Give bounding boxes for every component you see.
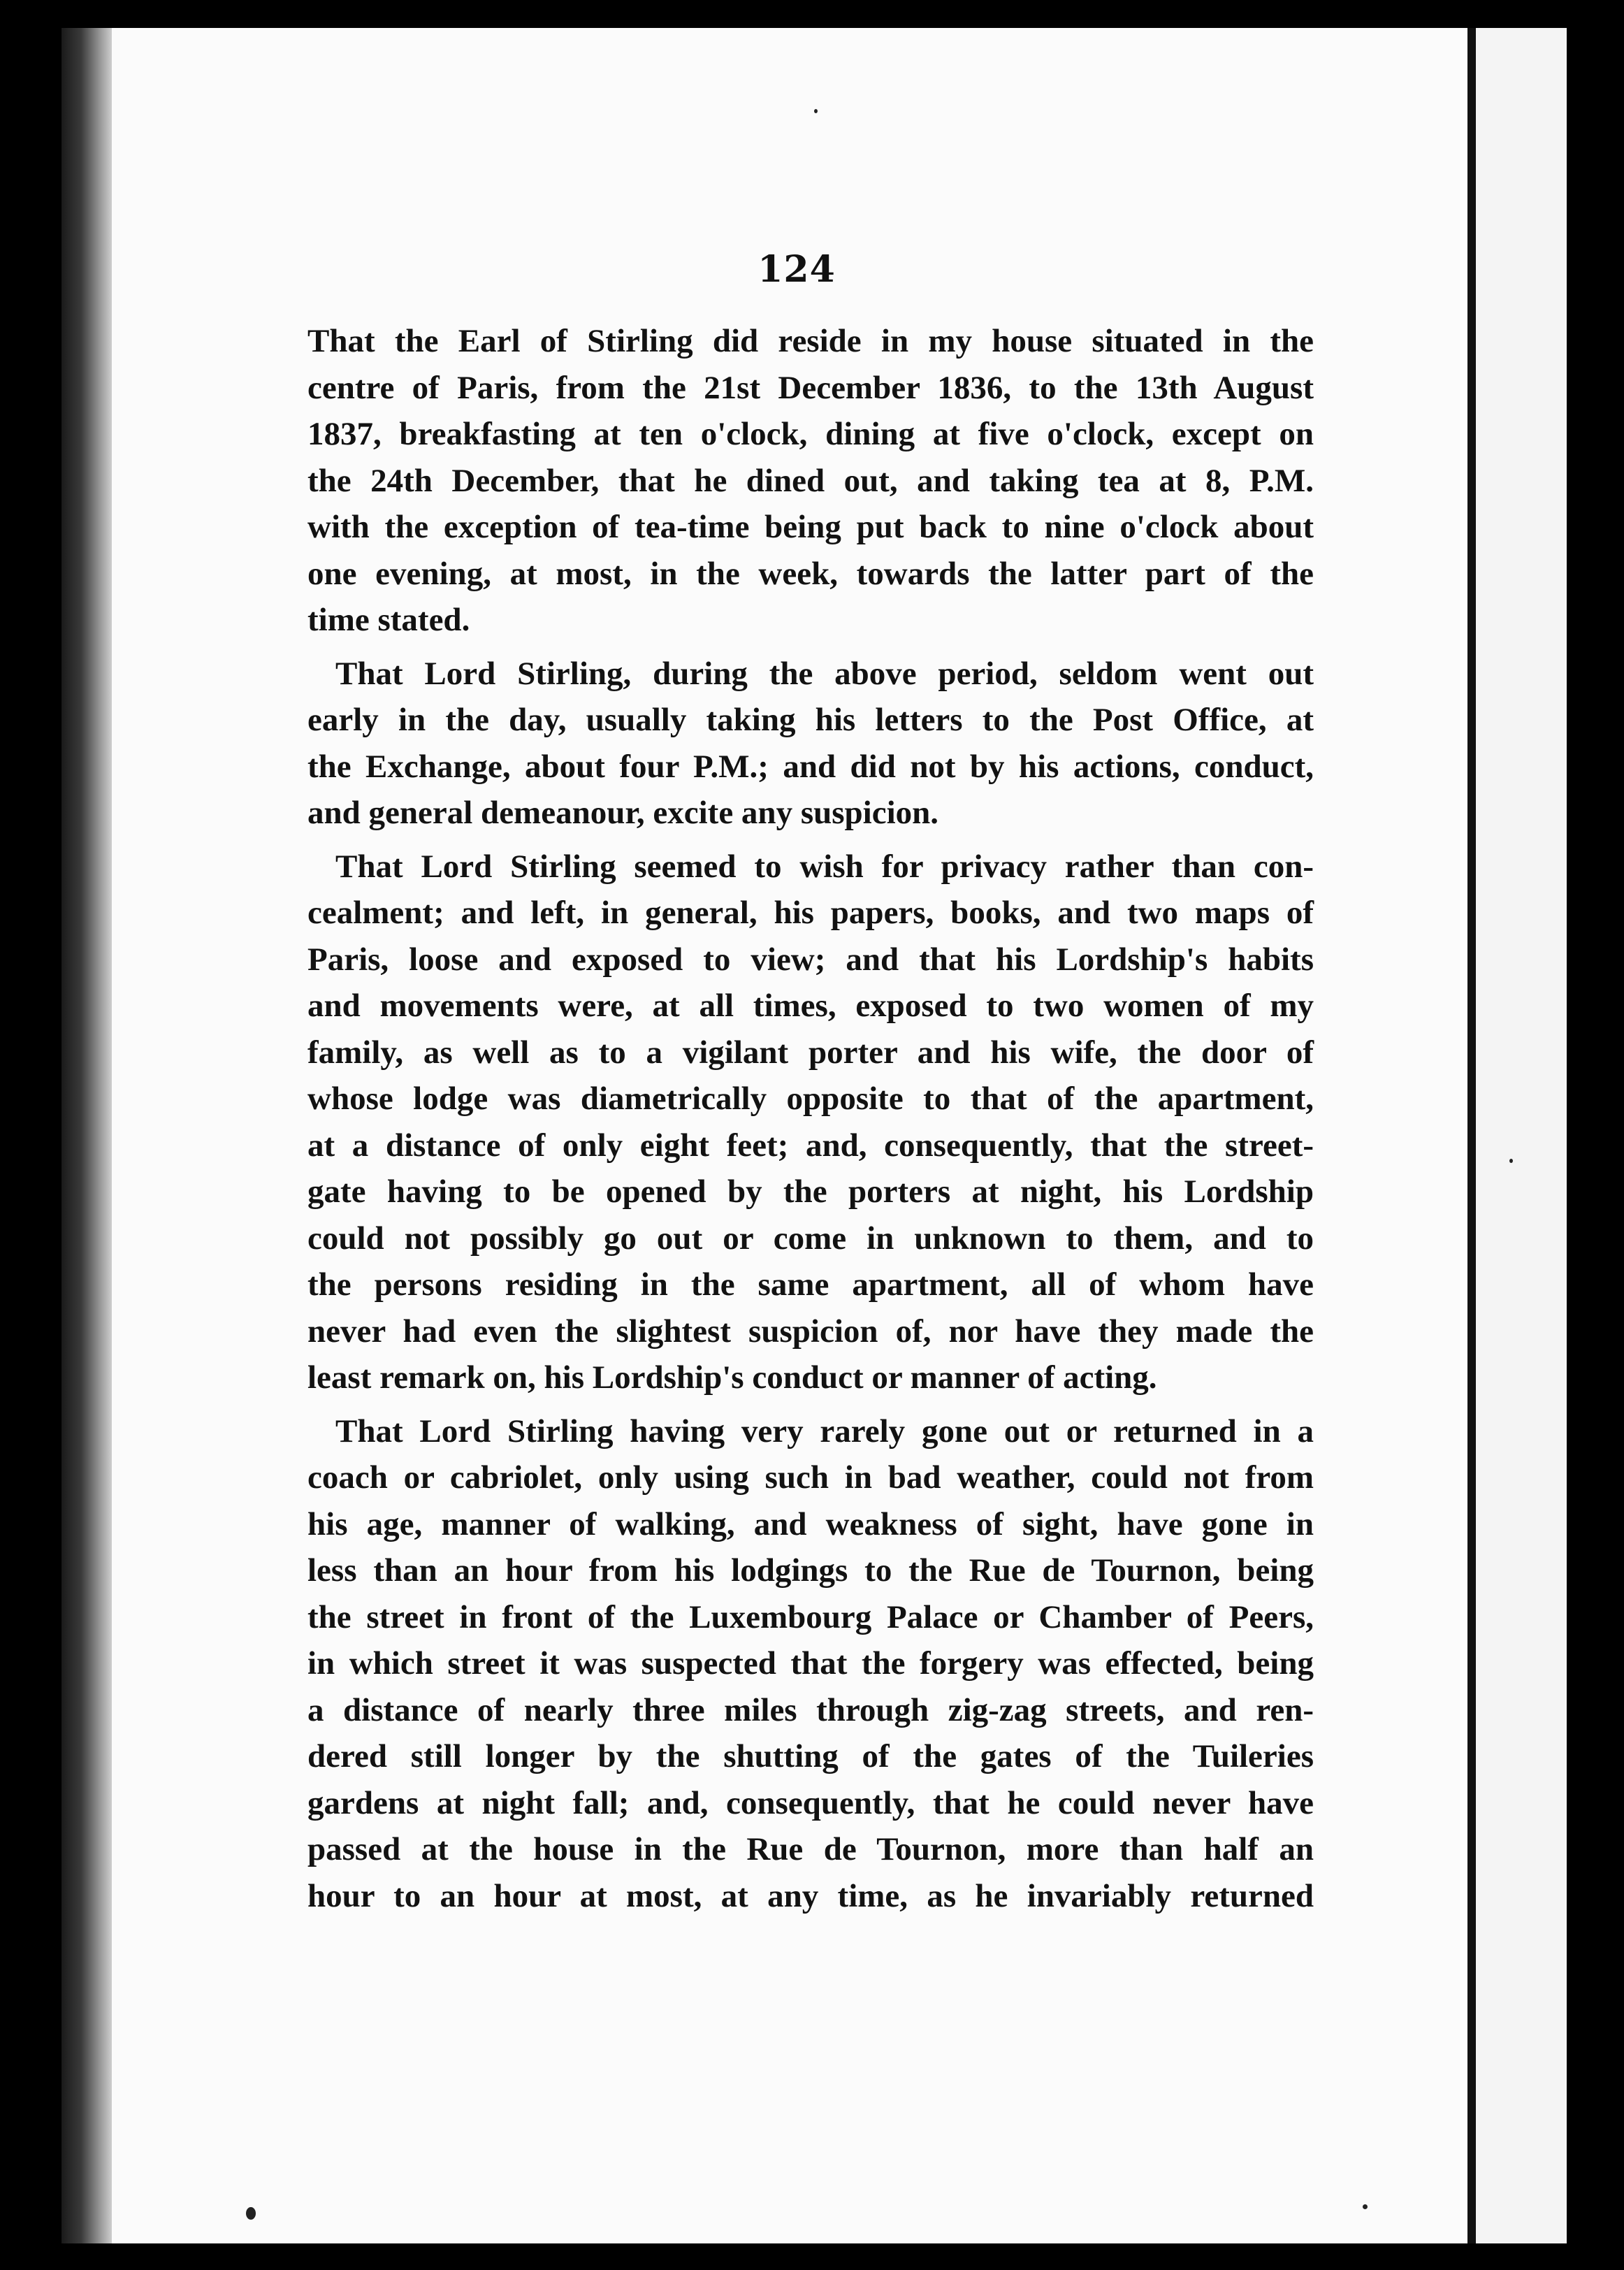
text-line: 1837, breakfasting at ten o'clock, dining at five o'clock, except on [307,416,1314,452]
text-line: centre of Paris, from the 21st December 1836, to the 13th August [307,369,1314,406]
text-line: in which street it was suspected that the forgery was effected, being [307,1645,1314,1682]
text-line: and movements were, at all times, exposed to two women of my [307,988,1314,1024]
body-text [307,318,1314,1919]
page-gutter [1467,28,1476,2243]
paragraph [307,318,1314,644]
text-line: with the exception of tea-time being put back to nine o'clock about [307,509,1314,545]
text-line: That the Earl of Stirling did reside in my house situated in the [307,323,1314,359]
ink-speck [1509,1159,1513,1163]
text-line: hour to an hour at most, at any time, as he invariably returned [307,1877,1314,1914]
text-line: cealment; and left, in general, his papers, books, and two maps of [307,895,1314,931]
text-line: one evening, at most, in the week, towards the latter part of the [307,555,1314,592]
text-line: whose lodge was diametrically opposite to that of the apartment, [307,1080,1314,1117]
text-line: never had even the slightest suspicion of, nor have they made the [307,1313,1314,1350]
text-line: less than an hour from his lodgings to the Rue de Tournon, being [307,1552,1314,1589]
text-line: his age, manner of walking, and weakness of sight, have gone in [307,1505,1314,1542]
ink-speck [814,109,818,113]
text-line: That Lord Stirling seemed to wish for privacy rather than con- [335,848,1314,885]
text-line: family, as well as to a vigilant porter and his wife, the door of [307,1034,1314,1071]
text-line: early in the day, usually taking his letters to the Post Office, at [307,702,1314,738]
text-line: and general demeanour, excite any suspicion. [307,795,939,831]
text-line: at a distance of only eight feet; and, consequently, that the street- [307,1127,1314,1164]
paragraph [307,844,1314,1401]
text-line: a distance of nearly three miles through zig-zag streets, and ren- [307,1691,1314,1728]
text-line: That Lord Stirling having very rarely gone out or returned in a [335,1412,1314,1450]
text-line: the 24th December, that he dined out, and taking tea at 8, P.M. [307,462,1314,499]
text-line: dered still longer by the shutting of the gates of the Tuileries [307,1738,1314,1774]
text-line: gate having to be opened by the porters at night, his Lordship [307,1173,1314,1210]
ink-speck [1363,2204,1368,2209]
text-line: could not possibly go out or come in unknown to them, and to [307,1220,1314,1257]
text-line: least remark on, his Lordship's conduct or manner of acting. [307,1359,1157,1396]
text-line: the Exchange, about four P.M.; and did not by his actions, conduct, [307,748,1314,785]
text-line: coach or cabriolet, only using such in bad weather, could not from [307,1459,1314,1496]
text-line: That Lord Stirling, during the above period, seldom went out [335,655,1314,692]
text-line: time stated. [307,602,470,638]
page-number: 124 [757,248,836,291]
text-line: passed at the house in the Rue de Tournon, more than half an [307,1831,1314,1867]
book-spine-shadow [61,28,117,2243]
ink-speck [246,2207,256,2220]
paragraph [307,651,1314,837]
facing-page-edge [1476,28,1567,2243]
text-line: gardens at night fall; and, consequently, that he could never have [307,1784,1314,1821]
text-line: the street in front of the Luxembourg Palace or Chamber of Peers, [307,1598,1314,1635]
text-line: the persons residing in the same apartment, all of whom have [307,1266,1314,1303]
paragraph [307,1408,1314,1920]
text-line: Paris, loose and exposed to view; and that his Lordship's habits [307,941,1314,978]
